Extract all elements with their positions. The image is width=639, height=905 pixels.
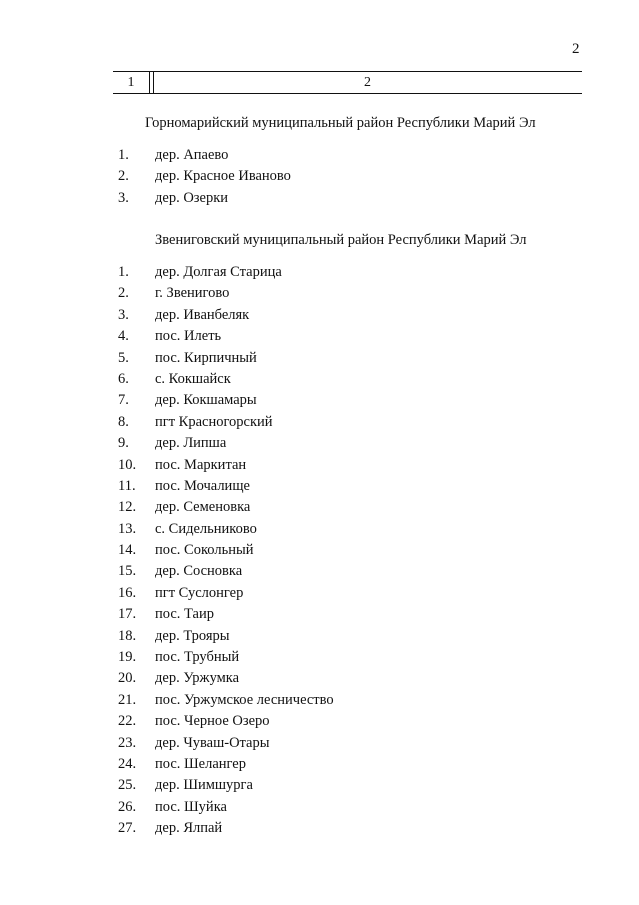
item-name: пос. Черное Озеро — [155, 713, 270, 730]
item-name: г. Звенигово — [155, 285, 230, 302]
item-number: 3. — [118, 189, 129, 206]
item-number: 18. — [118, 627, 137, 644]
item-name: дер. Липша — [155, 435, 227, 452]
item-name: пос. Уржумское лесничество — [155, 691, 334, 708]
item-name: дер. Ялпай — [155, 820, 223, 837]
item-name: дер. Шимшурга — [155, 777, 253, 794]
item-number: 9. — [118, 435, 129, 452]
item-number: 3. — [118, 306, 129, 323]
item-number: 11. — [118, 477, 136, 494]
item-number: 6. — [118, 370, 129, 387]
item-name: пос. Илеть — [155, 328, 222, 345]
item-name: пос. Мочалище — [155, 477, 250, 494]
item-name: дер. Семеновка — [155, 499, 251, 516]
item-name: пос. Таир — [155, 606, 214, 623]
item-number: 17. — [118, 606, 137, 623]
item-number: 4. — [118, 328, 129, 345]
item-number: 21. — [118, 691, 137, 708]
item-number: 19. — [118, 649, 137, 666]
item-name: дер. Апаево — [155, 147, 229, 163]
item-name: дер. Чуваш-Отары — [155, 734, 270, 751]
item-name: пос. Кирпичный — [155, 349, 257, 366]
item-number: 2. — [118, 168, 129, 185]
item-number: 23. — [118, 734, 137, 751]
item-name: дер. Трояры — [155, 627, 230, 644]
item-number: 10. — [118, 456, 137, 473]
section-title: Звениговский муниципальный район Республики Марий Эл — [155, 232, 527, 248]
item-name: дер. Уржумка — [155, 670, 240, 687]
item-number: 5. — [118, 349, 129, 366]
item-name: с. Сидельниково — [155, 520, 257, 537]
item-name: пгт Суслонгер — [155, 584, 244, 601]
item-name: пос. Трубный — [155, 649, 240, 666]
header-divider — [149, 72, 150, 93]
item-number: 14. — [118, 542, 137, 559]
item-number: 8. — [118, 413, 129, 430]
item-number: 27. — [118, 820, 137, 837]
item-number: 26. — [118, 798, 137, 815]
item-number: 15. — [118, 563, 137, 580]
table-header — [113, 71, 582, 94]
item-number: 24. — [118, 755, 137, 772]
item-name: с. Кокшайск — [155, 370, 231, 387]
item-number: 22. — [118, 713, 137, 730]
item-name: дер. Долгая Старица — [155, 264, 282, 280]
item-name: дер. Сосновка — [155, 563, 243, 580]
item-number: 20. — [118, 670, 137, 687]
item-name: пос. Сокольный — [155, 542, 254, 559]
item-name: пгт Красногорский — [155, 413, 273, 430]
item-name: пос. Маркитан — [155, 456, 247, 473]
page-number: 2 — [572, 41, 580, 57]
item-number: 2. — [118, 285, 129, 302]
item-name: дер. Озерки — [155, 189, 229, 206]
item-number: 1. — [118, 264, 129, 280]
item-number: 25. — [118, 777, 137, 794]
item-number: 1. — [118, 147, 129, 163]
item-number: 13. — [118, 520, 137, 537]
item-name: дер. Красное Иваново — [155, 168, 291, 185]
item-number: 12. — [118, 499, 137, 516]
item-name: пос. Шуйка — [155, 798, 227, 815]
item-name: дер. Иванбеляк — [155, 306, 250, 323]
item-number: 7. — [118, 392, 129, 409]
header-column-2: 2 — [364, 75, 371, 90]
item-name: дер. Кокшамары — [155, 392, 257, 409]
section-title: Горномарийский муниципальный район Республики Марий Эл — [145, 115, 536, 131]
item-number: 16. — [118, 584, 137, 601]
header-column-1: 1 — [127, 75, 135, 90]
item-name: пос. Шелангер — [155, 755, 246, 772]
